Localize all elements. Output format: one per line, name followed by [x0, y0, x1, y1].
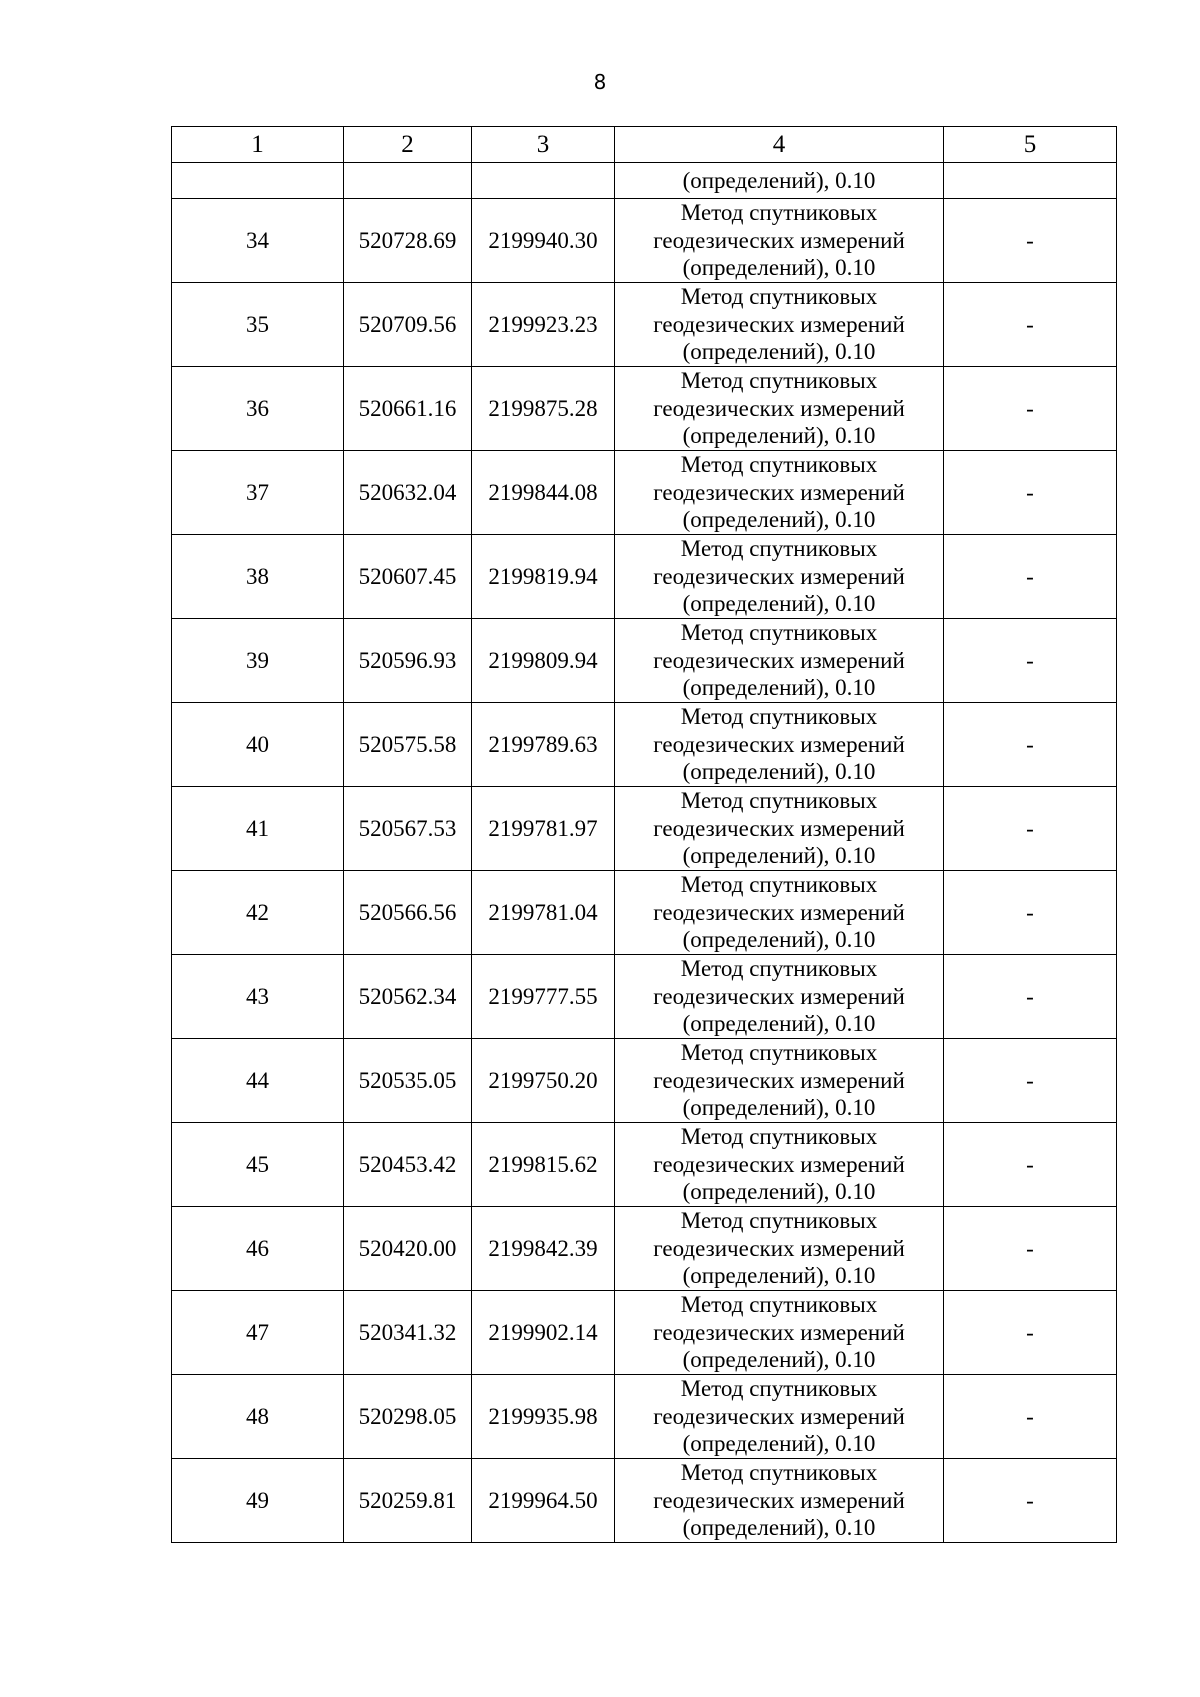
method-line: Метод спутниковых [680, 1292, 878, 1318]
method-line: геодезических измерений [653, 815, 905, 841]
method-line: геодезических измерений [653, 731, 905, 757]
point-number-cell: 38 [172, 535, 344, 619]
x-coordinate-cell: 520709.56 [344, 283, 472, 367]
method-cell [615, 1375, 944, 1459]
y-coordinate-cell: 2199940.30 [472, 199, 615, 283]
method-line: (определений), 0.10 [682, 1095, 876, 1121]
method-cell [615, 451, 944, 535]
x-coordinate-cell: 520661.16 [344, 367, 472, 451]
method-line: (определений), 0.10 [682, 255, 876, 281]
method-cell [615, 1123, 944, 1207]
method-line: Метод спутниковых [680, 368, 878, 394]
method-line: геодезических измерений [653, 647, 905, 673]
y-coordinate-cell: 2199750.20 [472, 1039, 615, 1123]
method-line: геодезических измерений [653, 563, 905, 589]
method-line: (определений), 0.10 [682, 1431, 876, 1457]
y-coordinate-cell: 2199789.63 [472, 703, 615, 787]
method-line: Метод спутниковых [680, 284, 878, 310]
method-line: (определений), 0.10 [682, 1011, 876, 1037]
table-row [172, 1291, 1117, 1375]
note-cell: - [944, 1039, 1117, 1123]
column-header-3: 3 [472, 127, 615, 163]
table-row [172, 283, 1117, 367]
y-coordinate-cell: 2199844.08 [472, 451, 615, 535]
table-row [172, 703, 1117, 787]
point-number-cell: 44 [172, 1039, 344, 1123]
note-cell: - [944, 367, 1117, 451]
point-number-cell: 49 [172, 1459, 344, 1543]
x-coordinate-cell: 520575.58 [344, 703, 472, 787]
continuation-cell-2 [344, 163, 472, 199]
method-line: Метод спутниковых [680, 788, 878, 814]
point-number-cell: 34 [172, 199, 344, 283]
continuation-row [172, 163, 1117, 199]
note-cell: - [944, 1375, 1117, 1459]
x-coordinate-cell: 520259.81 [344, 1459, 472, 1543]
method-line: геодезических измерений [653, 395, 905, 421]
point-number-cell: 40 [172, 703, 344, 787]
continuation-cell-1 [172, 163, 344, 199]
method-line: (определений), 0.10 [682, 1515, 876, 1541]
x-coordinate-cell: 520566.56 [344, 871, 472, 955]
method-line: геодезических измерений [653, 1067, 905, 1093]
x-coordinate-cell: 520341.32 [344, 1291, 472, 1375]
note-cell: - [944, 1459, 1117, 1543]
table-row [172, 1375, 1117, 1459]
point-number-cell: 41 [172, 787, 344, 871]
method-line: (определений), 0.10 [682, 1179, 876, 1205]
table-row [172, 1207, 1117, 1291]
column-header-1: 1 [172, 127, 344, 163]
method-line: Метод спутниковых [680, 872, 878, 898]
method-cell [615, 1459, 944, 1543]
x-coordinate-cell: 520607.45 [344, 535, 472, 619]
method-cell [615, 535, 944, 619]
method-cell [615, 283, 944, 367]
x-coordinate-cell: 520567.53 [344, 787, 472, 871]
continuation-cell-method: (определений), 0.10 [615, 163, 944, 199]
note-cell: - [944, 451, 1117, 535]
point-number-cell: 47 [172, 1291, 344, 1375]
method-line: геодезических измерений [653, 1403, 905, 1429]
method-line: геодезических измерений [653, 1151, 905, 1177]
method-line: геодезических измерений [653, 311, 905, 337]
y-coordinate-cell: 2199809.94 [472, 619, 615, 703]
x-coordinate-cell: 520728.69 [344, 199, 472, 283]
method-line: Метод спутниковых [680, 1376, 878, 1402]
y-coordinate-cell: 2199819.94 [472, 535, 615, 619]
table-row [172, 619, 1117, 703]
method-line: (определений), 0.10 [682, 591, 876, 617]
method-cell [615, 619, 944, 703]
note-cell: - [944, 871, 1117, 955]
x-coordinate-cell: 520420.00 [344, 1207, 472, 1291]
table-row [172, 451, 1117, 535]
point-number-cell: 45 [172, 1123, 344, 1207]
method-line: Метод спутниковых [680, 1460, 878, 1486]
table-row [172, 199, 1117, 283]
method-line: (определений), 0.10 [682, 843, 876, 869]
method-line: (определений), 0.10 [682, 507, 876, 533]
method-line: Метод спутниковых [680, 452, 878, 478]
method-cell [615, 703, 944, 787]
method-line: геодезических измерений [653, 1319, 905, 1345]
method-cell [615, 1291, 944, 1375]
method-line: Метод спутниковых [680, 704, 878, 730]
table-row [172, 535, 1117, 619]
y-coordinate-cell: 2199923.23 [472, 283, 615, 367]
method-cell [615, 871, 944, 955]
method-cell [615, 955, 944, 1039]
x-coordinate-cell: 520632.04 [344, 451, 472, 535]
method-line: геодезических измерений [653, 983, 905, 1009]
method-line: Метод спутниковых [680, 1040, 878, 1066]
method-line: Метод спутниковых [680, 200, 878, 226]
note-cell: - [944, 199, 1117, 283]
x-coordinate-cell: 520535.05 [344, 1039, 472, 1123]
table-row [172, 1459, 1117, 1543]
table-row [172, 367, 1117, 451]
y-coordinate-cell: 2199781.04 [472, 871, 615, 955]
note-cell: - [944, 703, 1117, 787]
note-cell: - [944, 619, 1117, 703]
method-line: Метод спутниковых [680, 1208, 878, 1234]
method-line: геодезических измерений [653, 1235, 905, 1261]
y-coordinate-cell: 2199902.14 [472, 1291, 615, 1375]
method-cell [615, 787, 944, 871]
note-cell: - [944, 955, 1117, 1039]
method-cell [615, 367, 944, 451]
method-line: Метод спутниковых [680, 620, 878, 646]
method-cell [615, 1039, 944, 1123]
note-cell: - [944, 787, 1117, 871]
method-line: (определений), 0.10 [682, 675, 876, 701]
table-row [172, 955, 1117, 1039]
column-header-5: 5 [944, 127, 1117, 163]
method-line: Метод спутниковых [680, 536, 878, 562]
method-line: (определений), 0.10 [682, 1347, 876, 1373]
x-coordinate-cell: 520562.34 [344, 955, 472, 1039]
coordinates-table [171, 126, 1117, 1543]
point-number-cell: 43 [172, 955, 344, 1039]
method-line: (определений), 0.10 [682, 339, 876, 365]
table-row [172, 787, 1117, 871]
y-coordinate-cell: 2199777.55 [472, 955, 615, 1039]
table-row [172, 1123, 1117, 1207]
method-line: Метод спутниковых [680, 956, 878, 982]
y-coordinate-cell: 2199781.97 [472, 787, 615, 871]
note-cell: - [944, 283, 1117, 367]
table-row [172, 871, 1117, 955]
continuation-cell-3 [472, 163, 615, 199]
point-number-cell: 35 [172, 283, 344, 367]
method-line: геодезических измерений [653, 479, 905, 505]
point-number-cell: 42 [172, 871, 344, 955]
method-line: (определений), 0.10 [682, 927, 876, 953]
method-line: геодезических измерений [653, 227, 905, 253]
page-number: 8 [593, 70, 607, 94]
point-number-cell: 39 [172, 619, 344, 703]
table-header-row [172, 127, 1117, 163]
method-cell [615, 1207, 944, 1291]
continuation-cell-5 [944, 163, 1117, 199]
y-coordinate-cell: 2199935.98 [472, 1375, 615, 1459]
column-header-2: 2 [344, 127, 472, 163]
point-number-cell: 37 [172, 451, 344, 535]
method-line: Метод спутниковых [680, 1124, 878, 1150]
x-coordinate-cell: 520453.42 [344, 1123, 472, 1207]
point-number-cell: 48 [172, 1375, 344, 1459]
column-header-4: 4 [615, 127, 944, 163]
y-coordinate-cell: 2199875.28 [472, 367, 615, 451]
note-cell: - [944, 1207, 1117, 1291]
method-line: (определений), 0.10 [682, 759, 876, 785]
method-line: геодезических измерений [653, 899, 905, 925]
note-cell: - [944, 1123, 1117, 1207]
note-cell: - [944, 1291, 1117, 1375]
point-number-cell: 36 [172, 367, 344, 451]
table-row [172, 1039, 1117, 1123]
y-coordinate-cell: 2199964.50 [472, 1459, 615, 1543]
x-coordinate-cell: 520298.05 [344, 1375, 472, 1459]
point-number-cell: 46 [172, 1207, 344, 1291]
method-line: (определений), 0.10 [682, 1263, 876, 1289]
method-line: геодезических измерений [653, 1487, 905, 1513]
note-cell: - [944, 535, 1117, 619]
method-line: (определений), 0.10 [682, 423, 876, 449]
method-cell [615, 199, 944, 283]
y-coordinate-cell: 2199815.62 [472, 1123, 615, 1207]
x-coordinate-cell: 520596.93 [344, 619, 472, 703]
y-coordinate-cell: 2199842.39 [472, 1207, 615, 1291]
